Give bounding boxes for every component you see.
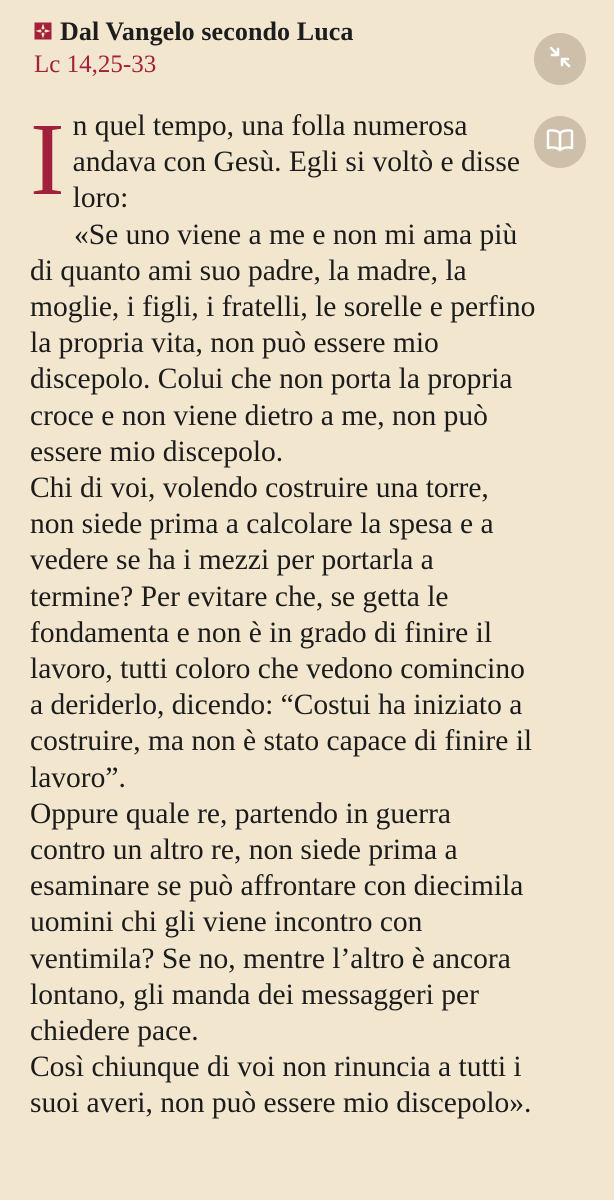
text-line: loro:	[72, 182, 129, 215]
text-line: «Se uno viene a me e non mi ama più	[74, 218, 518, 251]
gospel-title: Dal Vangelo secondo Luca	[60, 17, 354, 46]
text-line: Chi di voi, volendo costruire una torre,	[30, 472, 489, 505]
collapse-button[interactable]	[534, 33, 586, 85]
text-line: uomini chi gli viene incontro con	[30, 906, 423, 939]
gospel-reference: Lc 14,25-33	[34, 51, 157, 78]
title-row	[34, 14, 514, 50]
collapse-arrows-icon	[547, 44, 573, 75]
text-line: di quanto ami suo padre, la madre, la	[30, 254, 467, 287]
text-line: croce e non viene dietro a me, non può	[30, 399, 488, 432]
text-line: Oppure quale re, partendo in guerra	[30, 797, 452, 830]
text-line: lavoro”.	[30, 761, 126, 794]
gospel-text	[30, 102, 592, 1122]
text-line: esaminare se può affrontare con diecimila	[30, 870, 524, 903]
text-line: costruire, ma non è stato capace di finire il	[30, 725, 533, 758]
text-line: lavoro, tutti coloro che vedono comincino	[30, 653, 525, 686]
cross-icon	[34, 22, 52, 40]
text-line: moglie, i figli, i fratelli, le sorelle e perfino	[30, 291, 536, 324]
text-line: vedere se ha i mezzi per portarla a	[30, 544, 434, 577]
reading-header	[34, 14, 514, 80]
text-line: chiedere pace.	[30, 1015, 199, 1048]
text-line: contro un altro re, non siede prima a	[30, 834, 458, 867]
text-line: discepolo. Colui che non porta la propria	[30, 363, 513, 396]
text-line: termine? Per evitare che, se getta le	[30, 580, 449, 613]
text-line: ventimila? Se no, mentre l’altro è ancora	[30, 942, 511, 975]
text-line: a deriderlo, dicendo: “Costui ha iniziato a	[30, 689, 523, 722]
text-line: andava con Gesù. Egli si voltò e disse	[72, 146, 520, 179]
text-line: n quel tempo, una folla numerosa	[72, 110, 468, 142]
text-line: fondamenta e non è in grado di finire il	[30, 616, 493, 649]
text-line: la propria vita, non può essere mio	[30, 327, 439, 360]
drop-cap: I	[30, 102, 65, 217]
text-line: lontano, gli manda dei messaggeri per	[30, 978, 479, 1011]
text-line: essere mio discepolo.	[30, 435, 284, 468]
text-line: suoi averi, non può essere mio discepolo».	[30, 1087, 532, 1120]
text-line: Così chiunque di voi non rinuncia a tutti i	[30, 1051, 522, 1084]
text-line: non siede prima a calcolare la spesa e a	[30, 508, 494, 541]
